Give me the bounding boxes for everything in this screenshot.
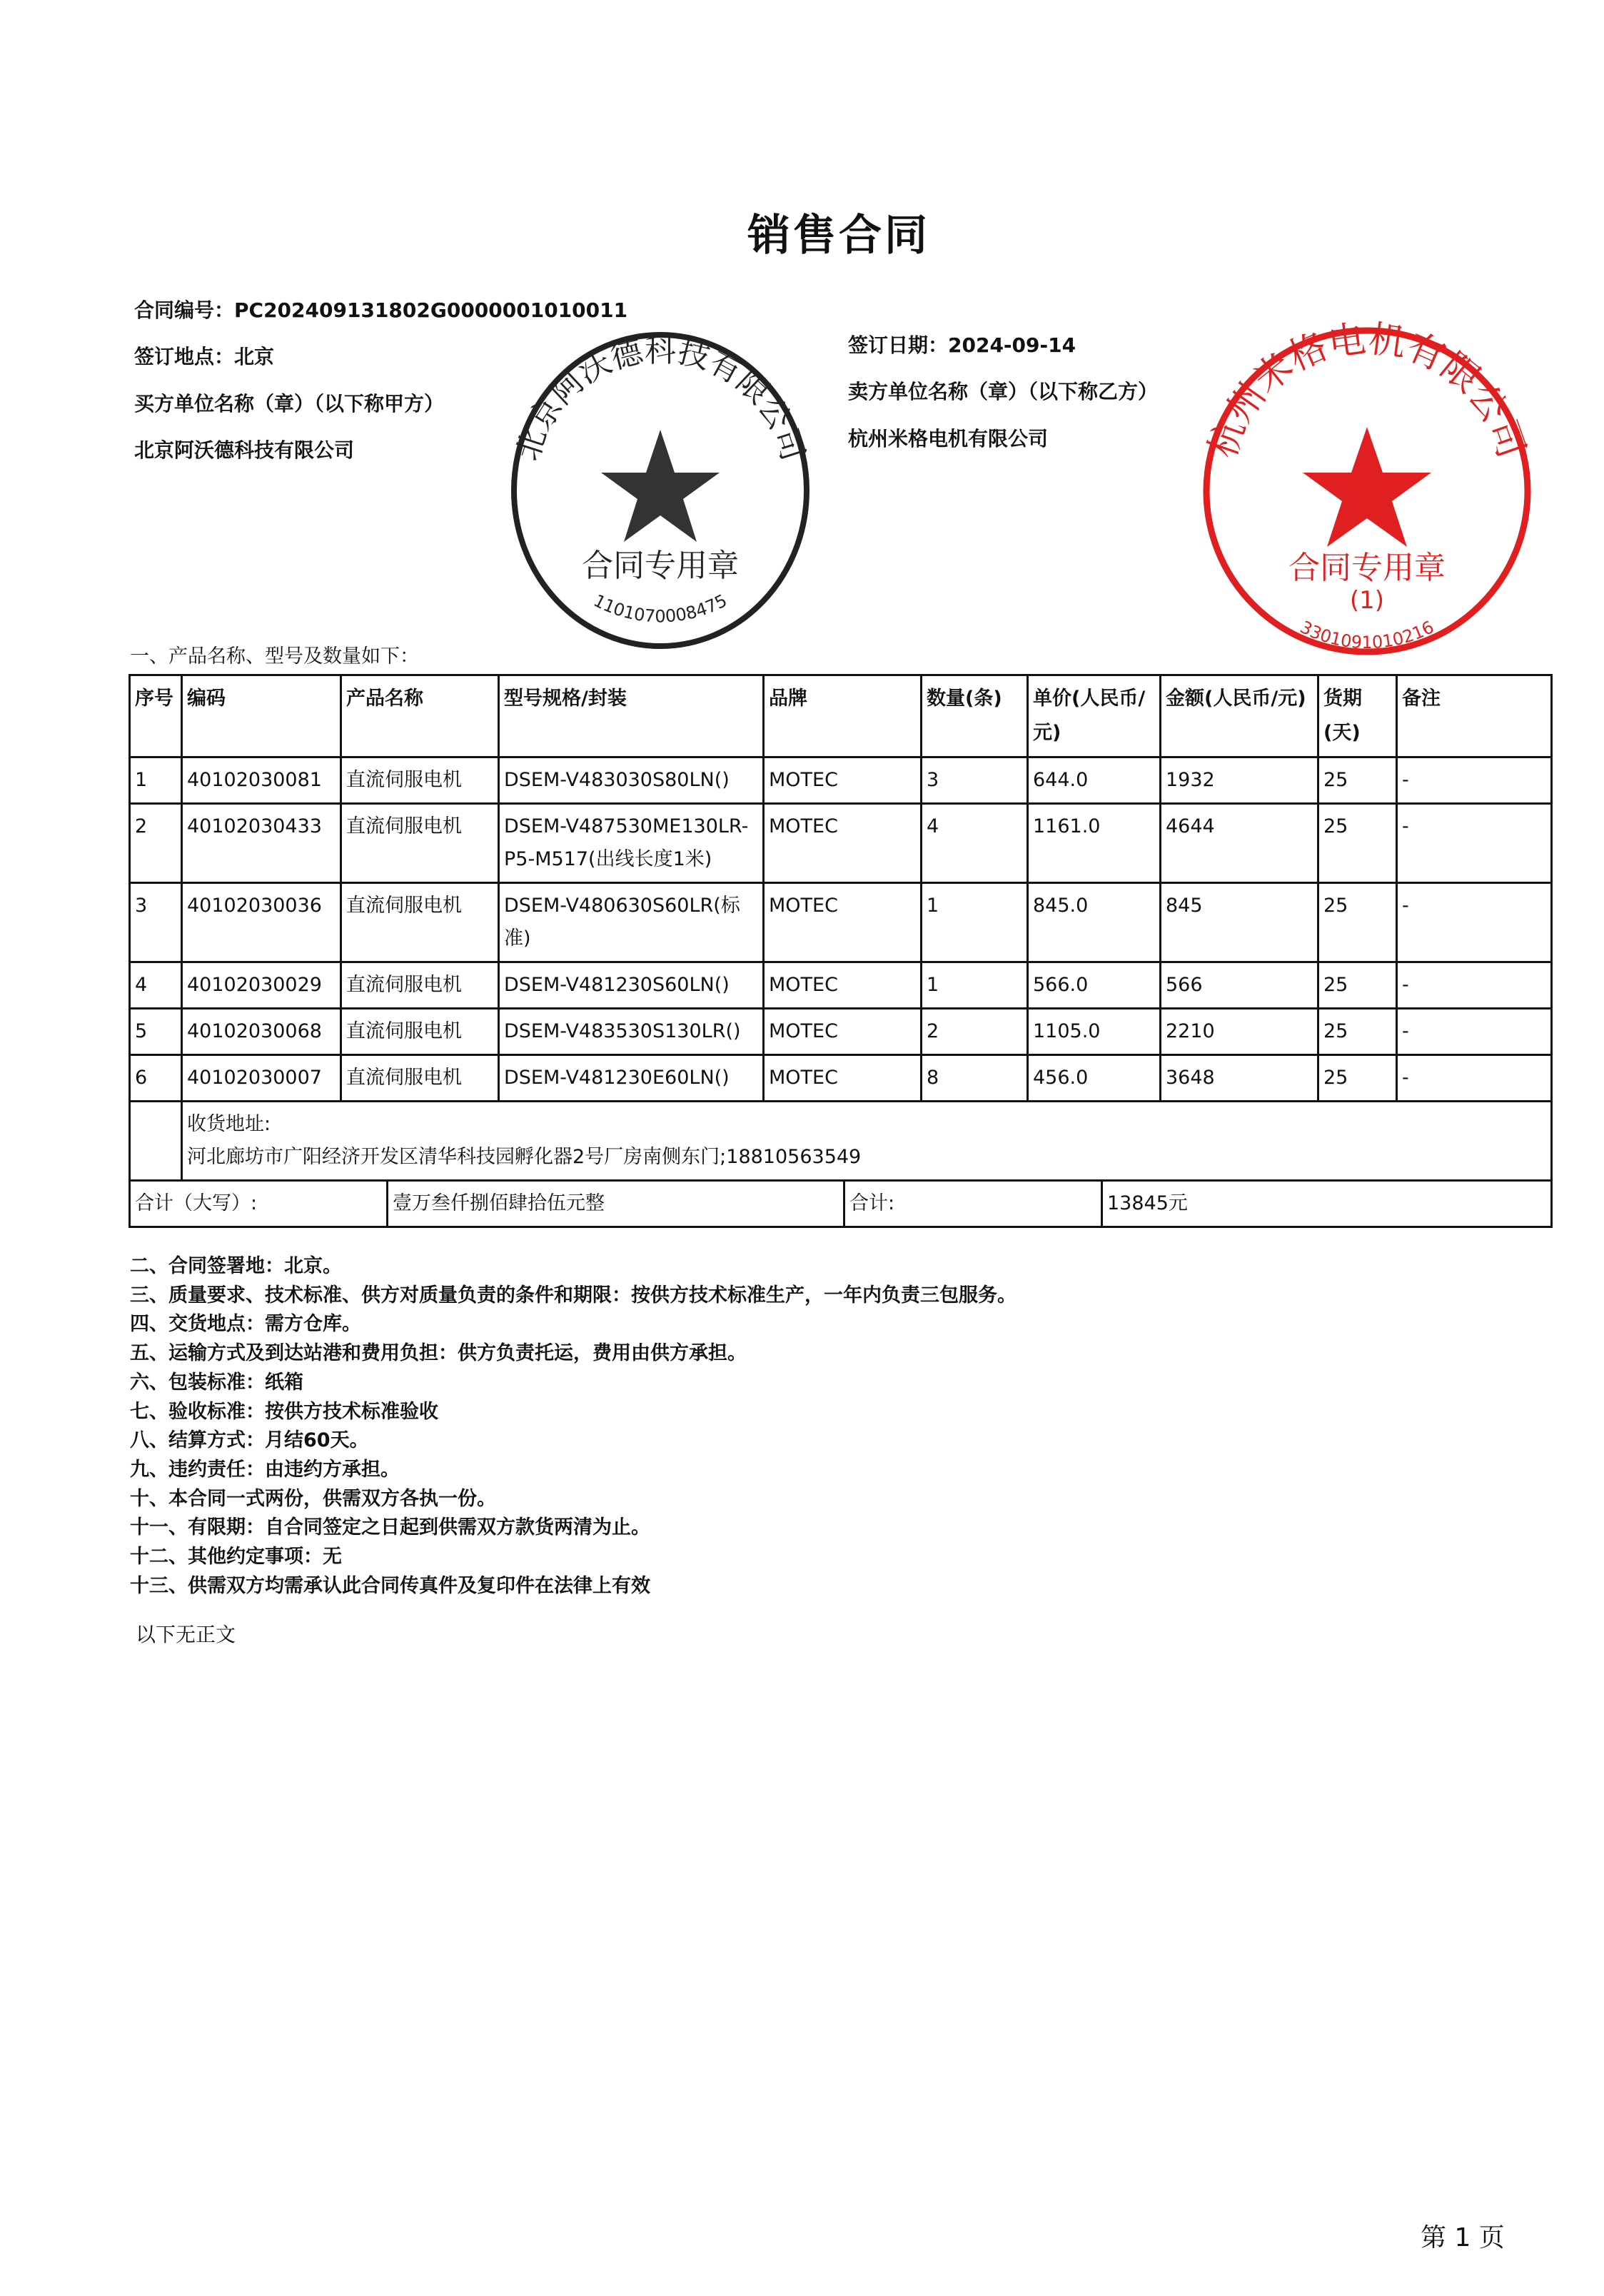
total-upper-value: 壹万叁仟捌佰肆拾伍元整 — [388, 1181, 844, 1227]
cell-unit-price: 1161.0 — [1028, 804, 1161, 883]
term-item: 十一、有限期：自合同签定之日起到供需双方款货两清为止。 — [130, 1516, 650, 1539]
star-icon — [1303, 427, 1431, 547]
buyer-stamp-code: 1101070008475 — [590, 590, 730, 627]
table-row — [130, 804, 1552, 883]
total-row — [130, 1181, 1552, 1227]
contract-terms — [130, 1252, 1550, 1601]
cell-unit-price: 566.0 — [1028, 962, 1161, 1009]
cell-product-name: 直流伺服电机 — [341, 757, 499, 804]
cell-delivery: 25 — [1318, 804, 1397, 883]
cell-brand: MOTEC — [764, 1055, 922, 1102]
header-code: 编码 — [182, 675, 341, 757]
cell-code: 40102030029 — [182, 962, 341, 1009]
cell-unit-price: 1105.0 — [1028, 1009, 1161, 1055]
cell-amount: 845 — [1161, 883, 1318, 962]
page-number: 第 1 页 — [1421, 2223, 1505, 2252]
table-row — [130, 1055, 1552, 1102]
section-1-heading: 一、产品名称、型号及数量如下： — [130, 645, 419, 668]
cell-remark: - — [1397, 757, 1552, 804]
header-quantity: 数量(条) — [922, 675, 1028, 757]
header-remark: 备注 — [1397, 675, 1552, 757]
cell-amount: 1932 — [1161, 757, 1318, 804]
seller-stamp-num: (1) — [1349, 586, 1385, 615]
cell-brand: MOTEC — [764, 804, 922, 883]
cell-index: 2 — [130, 804, 182, 883]
cell-amount: 4644 — [1161, 804, 1318, 883]
cell-quantity: 2 — [922, 1009, 1028, 1055]
total-label: 合计: — [844, 1181, 1102, 1227]
cell-quantity: 3 — [922, 757, 1028, 804]
address-value: 河北廊坊市广阳经济开发区清华科技园孵化器2号厂房南侧东门;18810563549 — [187, 1146, 862, 1168]
cell-remark: - — [1397, 883, 1552, 962]
term-item: 六、包装标准：纸箱 — [130, 1371, 303, 1394]
header-amount: 金额(人民币/元) — [1161, 675, 1318, 757]
cell-amount: 566 — [1161, 962, 1318, 1009]
header-delivery: 货期(天) — [1318, 675, 1397, 757]
address-spacer-cell — [130, 1102, 182, 1181]
header-brand: 品牌 — [764, 675, 922, 757]
header-model: 型号规格/封装 — [499, 675, 764, 757]
cell-model: DSEM-V487530ME130LR-P5-M517(出线长度1米) — [499, 804, 764, 883]
term-item: 五、运输方式及到达站港和费用负担：供方负责托运，费用由供方承担。 — [130, 1342, 747, 1365]
header-index: 序号 — [130, 675, 182, 757]
seller-label: 卖方单位名称（章）（以下称乙方） — [848, 380, 1159, 403]
cell-index: 6 — [130, 1055, 182, 1102]
cell-product-name: 直流伺服电机 — [341, 883, 499, 962]
table-row — [130, 962, 1552, 1009]
term-item: 七、验收标准：按供方技术标准验收 — [130, 1400, 438, 1423]
svg-text:北京阿沃德科技有限公司 — [510, 333, 812, 465]
buyer-stamp-text: 北京阿沃德科技有限公司 — [509, 332, 812, 465]
term-item: 九、违约责任：由违约方承担。 — [130, 1458, 400, 1481]
term-item: 四、交货地点：需方仓库。 — [130, 1313, 361, 1336]
star-icon — [601, 430, 720, 542]
seller-stamp-text: 杭州米格电机有限公司 — [1201, 320, 1533, 464]
cell-amount: 2210 — [1161, 1009, 1318, 1055]
cell-quantity: 8 — [922, 1055, 1028, 1102]
svg-text:3301091010216 — [1297, 617, 1437, 653]
document-title: 销售合同 — [747, 211, 930, 261]
term-item: 十二、其他约定事项：无 — [130, 1546, 342, 1569]
term-item: 十、本合同一式两份，供需双方各执一份。 — [130, 1487, 496, 1510]
term-item: 二、合同签署地：北京。 — [130, 1255, 342, 1277]
address-row — [130, 1102, 1552, 1181]
cell-amount: 3648 — [1161, 1055, 1318, 1102]
total-table — [128, 1179, 1553, 1228]
svg-text:1101070008475 — [590, 590, 730, 626]
cell-quantity: 1 — [922, 883, 1028, 962]
cell-remark: - — [1397, 1055, 1552, 1102]
cell-delivery: 25 — [1318, 1009, 1397, 1055]
cell-brand: MOTEC — [764, 883, 922, 962]
cell-model: DSEM-V483030S80LN() — [499, 757, 764, 804]
cell-product-name: 直流伺服电机 — [341, 1009, 499, 1055]
contract-body — [128, 674, 1550, 1648]
total-value: 13845元 — [1102, 1181, 1552, 1227]
cell-brand: MOTEC — [764, 962, 922, 1009]
cell-product-name: 直流伺服电机 — [341, 962, 499, 1009]
seller-name: 杭州米格电机有限公司 — [848, 427, 1049, 450]
cell-remark: - — [1397, 1009, 1552, 1055]
buyer-label: 买方单位名称（章）（以下称甲方） — [134, 392, 445, 416]
term-item: 十三、供需双方均需承认此合同传真件及复印件在法律上有效 — [130, 1574, 650, 1597]
product-table — [128, 674, 1553, 1182]
contract-number: 合同编号：PC202409131802G0000001010011 — [134, 298, 628, 322]
cell-code: 40102030433 — [182, 804, 341, 883]
cell-code: 40102030007 — [182, 1055, 341, 1102]
end-note: 以下无正文 — [136, 1623, 236, 1647]
seller-stamp-code: 3301091010216 — [1296, 617, 1438, 653]
cell-product-name: 直流伺服电机 — [341, 804, 499, 883]
sign-place: 签订地点：北京 — [134, 345, 275, 368]
buyer-name: 北京阿沃德科技有限公司 — [134, 438, 355, 462]
svg-text:杭州米格电机有限公司 — [1201, 320, 1533, 463]
table-row — [130, 757, 1552, 804]
cell-delivery: 25 — [1318, 883, 1397, 962]
cell-delivery: 25 — [1318, 1055, 1397, 1102]
cell-delivery: 25 — [1318, 962, 1397, 1009]
cell-model: DSEM-V480630S60LR(标准) — [499, 883, 764, 962]
buyer-stamp-sub: 合同专用章 — [582, 548, 739, 584]
cell-brand: MOTEC — [764, 1009, 922, 1055]
cell-model: DSEM-V481230S60LN() — [499, 962, 764, 1009]
cell-index: 1 — [130, 757, 182, 804]
cell-remark: - — [1397, 804, 1552, 883]
cell-index: 5 — [130, 1009, 182, 1055]
cell-code: 40102030036 — [182, 883, 341, 962]
cell-delivery: 25 — [1318, 757, 1397, 804]
cell-code: 40102030068 — [182, 1009, 341, 1055]
buyer-seal-stamp — [500, 330, 821, 651]
total-upper-label: 合计（大写）: — [130, 1181, 388, 1227]
table-row — [130, 1009, 1552, 1055]
cell-model: DSEM-V481230E60LN() — [499, 1055, 764, 1102]
cell-unit-price: 456.0 — [1028, 1055, 1161, 1102]
table-row — [130, 883, 1552, 962]
cell-code: 40102030081 — [182, 757, 341, 804]
seller-stamp-sub: 合同专用章 — [1288, 550, 1446, 586]
cell-brand: MOTEC — [764, 757, 922, 804]
table-header-row — [130, 675, 1552, 757]
term-item: 八、结算方式：月结60天。 — [130, 1429, 369, 1452]
cell-quantity: 1 — [922, 962, 1028, 1009]
header-product-name: 产品名称 — [341, 675, 499, 757]
cell-index: 4 — [130, 962, 182, 1009]
header-unit-price: 单价(人民币/元) — [1028, 675, 1161, 757]
cell-unit-price: 644.0 — [1028, 757, 1161, 804]
term-item: 三、质量要求、技术标准、供方对质量负责的条件和期限：按供方技术标准生产，一年内负责三包服务。 — [130, 1284, 1017, 1306]
cell-model: DSEM-V483530S130LR() — [499, 1009, 764, 1055]
address-label: 收货地址: — [187, 1113, 271, 1135]
sign-date: 签订日期：2024-09-14 — [848, 333, 1076, 357]
seller-seal-stamp — [1196, 320, 1538, 663]
cell-quantity: 4 — [922, 804, 1028, 883]
cell-index: 3 — [130, 883, 182, 962]
cell-unit-price: 845.0 — [1028, 883, 1161, 962]
cell-product-name: 直流伺服电机 — [341, 1055, 499, 1102]
cell-remark: - — [1397, 962, 1552, 1009]
